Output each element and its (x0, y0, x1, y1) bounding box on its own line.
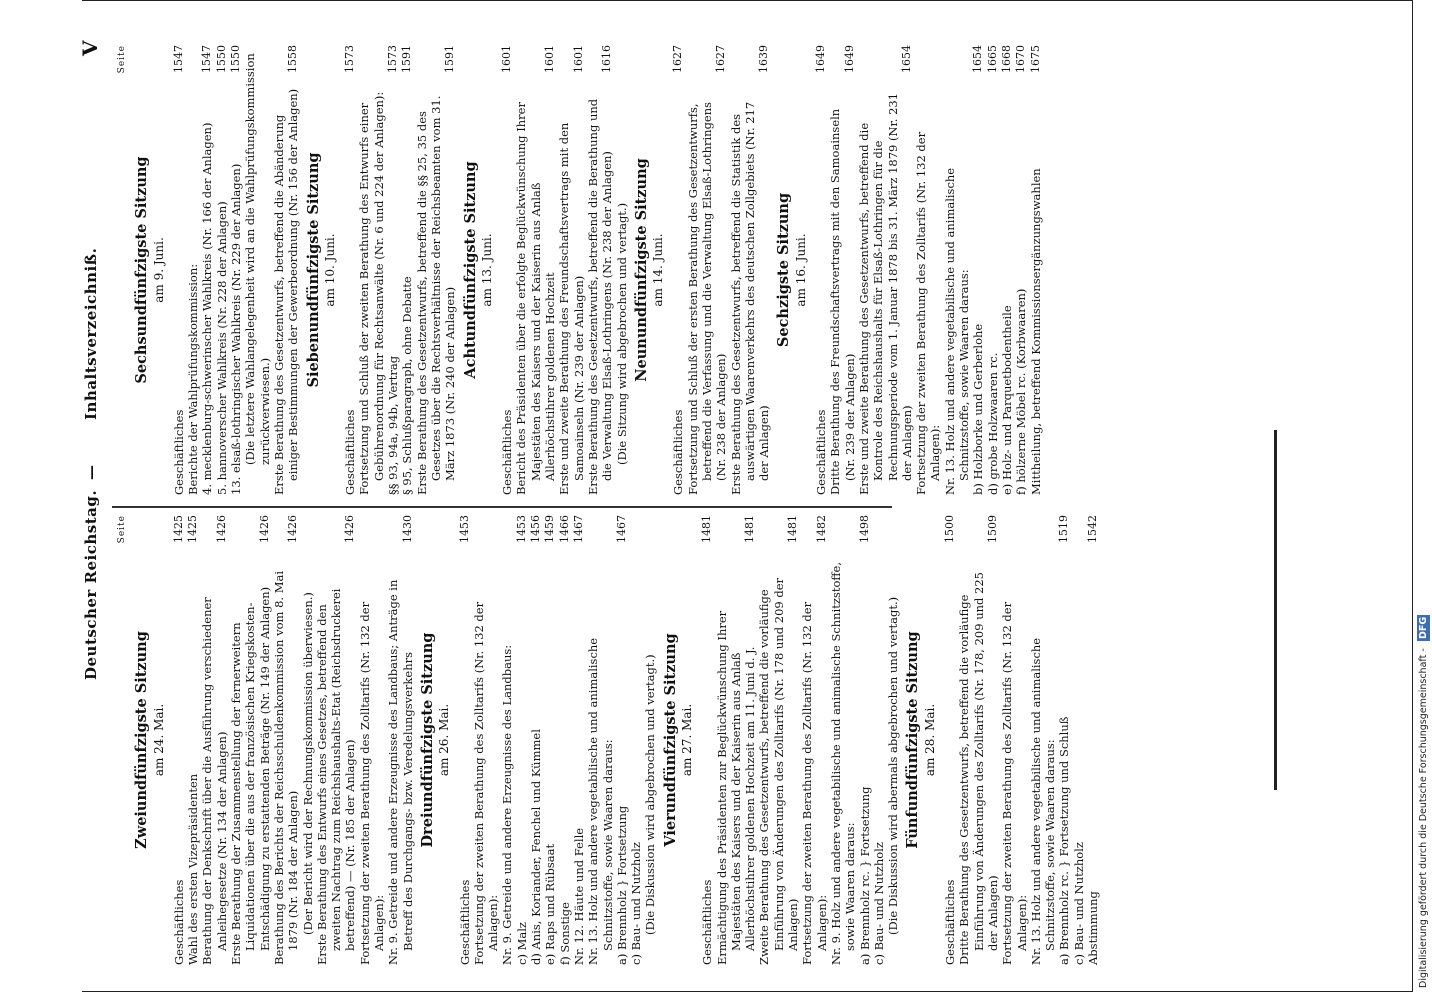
toc-entry-text: Geschäftliches (171, 409, 186, 495)
session-title: Dreiundfünfzigste Sitzung (418, 632, 436, 848)
toc-entry (215, 45, 229, 495)
toc-entry (686, 45, 729, 495)
toc-entry (558, 515, 572, 965)
toc-entry-page: 1601 (500, 45, 514, 73)
toc-entry-text: Fortsetzung der zweiten Berathung des Zolltarifs (Nr. 132 der Anlagen): (471, 601, 501, 965)
toc-entry-text: Erste Berathung des Entwurfs eines Gesetzes, betreffend den zweiten Nachtrag zum Reichshaushalts-Etat (Reichsdruckerei betreffend) — (Nr. 185 der Anlagen) (314, 588, 358, 965)
toc-entry (343, 45, 357, 495)
toc-entry-page: 1509 (985, 515, 999, 543)
session-date: am 9. Juni. (151, 237, 166, 303)
toc-entry (272, 515, 301, 965)
toc-entry (229, 45, 243, 495)
toc-entry-page: 1649 (814, 45, 828, 73)
toc-entry-text: d) Anis, Koriander, Fenchel und Kümmel (529, 729, 544, 965)
toc-entry-page: 1547 (171, 45, 185, 73)
toc-entry (1029, 515, 1058, 965)
session-title: Fünfundfünfzigste Sitzung (904, 631, 922, 849)
toc-entry (729, 45, 772, 495)
toc-entry-text: Fortsetzung und Schluß der zweiten Berathung des Entwurfs einer Gebührenordnung für Rechtsanwälte (Nr. 6 und 224 der Anlagen): (357, 91, 386, 495)
toc-entry-text: Mittheilung, betreffend Kommissionsergänzungswahlen (1028, 168, 1043, 495)
toc-entry (543, 515, 557, 965)
toc-entry (186, 45, 200, 495)
toc-entry-text: 13. elsaß-lothringischer Wahlkreis (Nr. 229 der Anlagen) (229, 163, 244, 495)
toc-entry-text: Erste und zweite Berathung des Freundschaftsvertrags mit den Samoainseln (Nr. 239 der Anlagen) (557, 122, 586, 495)
toc-entry (586, 45, 615, 495)
toc-entry-text: b) Holzborke und Gerberlohe (971, 323, 986, 495)
session-note: (Der Bericht wird der Rechnungskommission überwiesen.) (300, 592, 315, 935)
toc-entry-page: 1426 (257, 515, 271, 543)
toc-entry-text: f) Sonstige (557, 902, 572, 965)
toc-entry-text: Dritte Berathung des Freundschaftsvertrags mit den Samoainseln (Nr. 239 der Anlagen) (828, 108, 857, 495)
toc-entry-text: Fortsetzung der zweiten Berathung des Zolltarifs (Nr. 132 der Anlagen): (1000, 601, 1029, 965)
toc-entry-text: Erste Berathung des Gesetzentwurfs, betreffend die Statistik des auswärtigen Waarenverkehrs des deutschen Zollgebiets (Nr. 217 der Anlagen) (728, 101, 772, 495)
toc-entry-text: Geschäftliches (700, 879, 715, 965)
toc-entry-text: Berichte der Wahlprüfungskommission: (186, 263, 201, 495)
toc-entry-page: 1425 (186, 515, 200, 543)
toc-entry-text: Geschäftliches (343, 409, 358, 495)
toc-entry-page: 1627 (714, 45, 728, 73)
toc-entry-text: a) Brennholz rc. } Fortsetzung und Schluß (1057, 716, 1072, 965)
toc-entry (172, 515, 186, 965)
toc-entry-text: Berathung der Denkschrift über die Ausführung verschiedener Anleihegesetze (Nr. 134 der Anlagen) (200, 597, 229, 965)
toc-entry-page: 1668 (999, 45, 1013, 73)
toc-entry-text: e) Holz- und Parquetbodentheile (999, 305, 1014, 495)
session-date: am 16. Juni. (793, 233, 808, 307)
toc-entry (829, 515, 858, 965)
toc-entry-text: a) Brennholz rc. } Fortsetzung (857, 786, 872, 965)
toc-entry-text: Zweite Berathung des Gesetzentwurfs, betreffend die vorläufige Einführung von Änderungen des Zolltarifs (Nr. 178 und 209 der Anlagen) (757, 577, 801, 965)
toc-entry-text: Bericht des Präsidenten über die erfolgte Beglückwünschung Ihrer Majestäten des Kaisers und der Kaiserin aus Anlaß Allerhöchstihrer goldenen Hochzeit (514, 102, 558, 495)
toc-entry-page: 1573 (386, 45, 400, 73)
dfg-logo: DFG (1418, 617, 1429, 640)
toc-entry-page: 1573 (343, 45, 357, 73)
toc-entry-text: Nr. 12. Häute und Felle (571, 827, 586, 965)
toc-entry-text: c) Bau- und Nutzholz (629, 842, 644, 965)
toc-entry (943, 45, 972, 495)
toc-entry (229, 515, 272, 965)
toc-entry-text: Nr. 13. Holz und andere vegetabilische und animalische Schnitzstoffe, sowie Waaren daraus: (1028, 637, 1058, 965)
toc-entry-text: Berathung des Berichts der Reichsschuldenkommission vom 8. Mai 1879 (Nr. 184 der Anlagen) (271, 570, 301, 965)
session-note: (Die Sitzung wird abgebrochen und vertagt.) (614, 202, 629, 465)
toc-entry-page: 1430 (400, 515, 414, 543)
toc-entry (572, 515, 586, 965)
toc-entry (858, 515, 872, 965)
toc-entry (1072, 515, 1086, 965)
session-date: am 26. Mai. (437, 703, 452, 777)
toc-entry-text: § 95, Schlußparagraph, ohne Debatte (400, 276, 415, 495)
toc-entry-page: 1601 (571, 45, 585, 73)
column-divider (112, 506, 892, 508)
toc-entry-page: 1601 (543, 45, 557, 73)
toc-entry (386, 515, 415, 965)
session-title: Zweiundfünfzigste Sitzung (133, 631, 151, 849)
session-date: am 13. Juni. (479, 233, 494, 307)
toc-entry-text: Erste Berathung des Gesetzentwurfs, betreffend die §§ 25, 35 des Gesetzes über die Rechtsverhältnisse der Reichsbeamten vom 31. März 1873 (Nr. 240 der Anlagen) (414, 95, 458, 495)
toc-entry (814, 45, 828, 495)
toc-entry (358, 515, 387, 965)
toc-entry (800, 515, 829, 965)
toc-entry (386, 45, 400, 495)
session-date: am 27. Mai. (679, 703, 694, 777)
toc-entry-page: 1453 (514, 515, 528, 543)
toc-entry-page: 1481 (700, 515, 714, 543)
toc-entry-text: 5. hannoverscher Wahlkreis (Nr. 228 der Anlagen) (214, 201, 229, 495)
toc-entry-page: 1550 (214, 45, 228, 73)
toc-entry-page: 1498 (857, 515, 871, 543)
toc-entry-page: 1467 (571, 515, 585, 543)
toc-entry (957, 515, 1000, 965)
toc-entry-page: 1481 (786, 515, 800, 543)
toc-entry-page: 1639 (757, 45, 771, 73)
toc-entry-text: Geschäftliches (814, 409, 829, 495)
toc-entry (1086, 515, 1100, 965)
toc-entry-text: Fortsetzung der zweiten Berathung des Zolltarifs (Nr. 132 der Anlagen): (800, 601, 829, 965)
session-title: Neunundfünfzigste Sitzung (632, 158, 650, 382)
toc-entry-text: a) Brennholz } Fortsetzung (614, 805, 629, 965)
toc-entry (458, 515, 472, 965)
toc-entry-text: f) hölzerne Möbel rc. (Korbwaaren) (1014, 288, 1029, 495)
toc-entry (200, 515, 229, 965)
toc-entry (671, 45, 685, 495)
toc-entry-text: Geschäftliches (171, 879, 186, 965)
toc-entry (500, 45, 514, 495)
toc-entry-page: 1654 (899, 45, 913, 73)
toc-entry (1029, 45, 1043, 495)
toc-entry-page: 1542 (1086, 515, 1099, 543)
left-column (115, 515, 1100, 965)
toc-entry-text: Erste Berathung des Gesetzentwurfs, betreffend die Abänderung einiger Bestimmungen der Gewerbeordnung (Nr. 156 der Anlagen) (271, 88, 301, 495)
toc-entry-text: c) Malz (514, 922, 529, 965)
session-title: Vierundfünfzigste Sitzung (661, 633, 679, 847)
toc-entry (472, 515, 501, 965)
toc-entry-page: 1467 (614, 515, 628, 543)
toc-entry-text: §§ 93, 94a, 94b, Vertrag (386, 355, 401, 495)
toc-entry-text: Erste Berathung des Gesetzentwurfs, betreffend die Berathung und die Verwaltung Elsaß-Lothringens (Nr. 238 der Anlagen) (585, 98, 615, 495)
toc-entry (971, 45, 985, 495)
toc-entry (172, 45, 186, 495)
session-date: am 24. Mai. (151, 703, 166, 777)
toc-entry-text: Geschäftliches (457, 879, 472, 965)
toc-entry (514, 45, 557, 495)
session-note: (Die letztere Wahlangelegenheit wird an die Wahlprüfungskommission zurückverwiesen.) (243, 53, 272, 465)
toc-entry (186, 515, 200, 965)
toc-entry-page: 1519 (1057, 515, 1071, 543)
toc-entry-text: 4. mecklenburg-schwerinscher Wahlkreis (Nr. 166 der Anlagen) (200, 122, 215, 495)
toc-entry-text: Abstimmung (1086, 891, 1100, 965)
toc-entry-text: Geschäftliches (671, 409, 686, 495)
toc-entry-page: 1456 (529, 515, 543, 543)
session-note: (Die Diskussion wird abgebrochen und vertagt.) (643, 654, 658, 935)
toc-entry-text: Nr. 9. Getreide und andere Erzeugnisse des Landbaus; Anträge in Betreff des Durchgangs- bzw. Veredelungsverkehrs (386, 579, 415, 965)
toc-entry-text: c) Bau- und Nutzholz (871, 842, 886, 965)
toc-entry (700, 515, 714, 965)
toc-entry (400, 45, 414, 495)
toc-entry-text: Fortsetzung der zweiten Berathung des Zolltarifs (Nr. 132 der Anlagen): (357, 601, 387, 965)
toc-entry (1014, 45, 1028, 495)
toc-entry-text: Nr. 13. Holz und andere vegetabilische und animalische Schnitzstoffe, sowie Waaren daraus: (942, 167, 972, 495)
toc-entry-page: 1675 (1028, 45, 1042, 73)
toc-entry (943, 515, 957, 965)
toc-entry-page: 1426 (214, 515, 228, 543)
session-note: (Die Diskussion wird abermals abgebrochen und vertagt.) (886, 596, 901, 935)
toc-entry (629, 515, 643, 965)
toc-entry (557, 45, 586, 495)
running-head-dash: — (82, 464, 100, 480)
toc-entry-text: e) Raps und Rübsaat (543, 843, 558, 965)
toc-entry-text: Geschäftliches (500, 409, 515, 495)
toc-entry-page: 1670 (1014, 45, 1028, 73)
toc-entry-page: 1627 (671, 45, 685, 73)
seite-label: Seite (117, 515, 127, 544)
toc-entry-page: 1426 (286, 515, 300, 543)
toc-entry (500, 515, 514, 965)
toc-entry-page: 1649 (842, 45, 856, 73)
running-head-title: Deutscher Reichstag. (82, 489, 100, 680)
toc-entry-text: Erste Berathung der Zusammenstellung der fernerweitern Liquidationen über die aus der französischen Kriegskosten-Entschädigung zu erstattenden Beträge (Nr. 149 der Anlagen) (229, 586, 272, 965)
toc-entry-page: 1591 (400, 45, 414, 73)
toc-entry (415, 45, 458, 495)
toc-entry (828, 45, 857, 495)
toc-entry-page: 1453 (457, 515, 471, 543)
toc-entry-text: d) grobe Holzwaaren rc. (985, 352, 1000, 495)
toc-entry-text: Erste und zweite Berathung des Gesetzentwurfs, betreffend die Kontrole des Reichshaushalts für Elsaß-Lothringen für die Rechnungsperiode vom 1. Januar 1878 bis 31. März 1879 (Nr. 231 der Anlagen) (856, 92, 914, 495)
toc-entry (615, 515, 629, 965)
toc-entry-page: 1616 (600, 45, 614, 73)
toc-entry (715, 515, 758, 965)
toc-entry-text: Geschäftliches (943, 879, 958, 965)
toc-entry-text: c) Bau- und Nutzholz (1071, 842, 1086, 965)
toc-entry-page: 1459 (543, 515, 557, 543)
toc-entry (200, 45, 214, 495)
toc-entry (586, 515, 615, 965)
toc-entry-text: Nr. 13. Holz und andere vegetabilische und animalische Schnitzstoffe, sowie Waaren daraus: (586, 637, 615, 965)
toc-entry-page: 1466 (557, 515, 571, 543)
toc-entry-page: 1654 (971, 45, 985, 73)
toc-entry (272, 45, 301, 495)
toc-entry (315, 515, 358, 965)
session-date: am 14. Juni. (651, 233, 666, 307)
toc-entry (515, 515, 529, 965)
seite-label: Seite (117, 45, 127, 74)
toc-entry-page: 1665 (985, 45, 999, 73)
session-title: Siebenundfünfzigste Sitzung (304, 152, 322, 388)
toc-entry-text: Nr. 9. Holz und andere vegetabilische und animalische Schnitzstoffe, sowie Waaren daraus: (828, 561, 858, 965)
toc-entry (857, 45, 914, 495)
toc-entry (1000, 515, 1029, 965)
running-head (80, 40, 106, 940)
toc-entry (986, 45, 1000, 495)
toc-entry-page: 1591 (443, 45, 457, 73)
page-number: V (78, 40, 102, 57)
toc-entry-text: Fortsetzung und Schluß der ersten Berathung des Gesetzentwurfs, betreffend die Verfassung und die Verwaltung Elsaß-Lothringens (Nr. 238 der Anlagen) (685, 101, 729, 495)
toc-entry-page: 1547 (200, 45, 214, 73)
toc-entry (357, 45, 386, 495)
toc-entry-text: Ermächtigung des Präsidenten zur Beglückwünschung Ihrer Majestäten des Kaisers und der Kaiserin aus Anlaß Allerhöchstihrer goldenen Hochzeit am 11. Juni d. J. (714, 610, 758, 965)
toc-entry-page: 1425 (171, 515, 185, 543)
digitization-text: Digitalisierung gefördert durch die Deutsche Forschungsgemeinschaft - (1418, 645, 1429, 988)
toc-entry-text: Nr. 9. Getreide und andere Erzeugnisse des Landbaus: (500, 644, 515, 965)
session-title: Sechsundfünfzigste Sitzung (133, 156, 151, 384)
toc-entry-page: 1481 (743, 515, 757, 543)
session-title: Achtundfünfzigste Sitzung (461, 161, 479, 379)
toc-entry-text: Dritte Berathung des Gesetzentwurfs, betreffend die vorläufige Einführung von Änderungen des Zolltarifs (Nr. 178, 209 und 225 der Anlagen) (957, 572, 1000, 965)
toc-entry-text: Fortsetzung der zweiten Berathung des Zolltarifs (Nr. 132 der Anlagen): (914, 131, 943, 495)
toc-entry-page: 1550 (229, 45, 243, 73)
toc-entry-page: 1482 (814, 515, 828, 543)
toc-entry (914, 45, 943, 495)
session-title: Sechzigste Sitzung (775, 192, 793, 348)
digitization-note (1417, 8, 1430, 988)
right-column (115, 45, 1043, 495)
toc-entry (1000, 45, 1014, 495)
toc-entry (872, 515, 886, 965)
toc-entry-page: 1426 (343, 515, 357, 543)
toc-entry (1057, 515, 1071, 965)
toc-entry-page: 1558 (286, 45, 300, 73)
toc-entry-page: 1500 (943, 515, 957, 543)
running-head-section: Inhaltsverzeichniß. (82, 247, 100, 420)
session-date: am 10. Juni. (322, 233, 337, 307)
toc-entry (757, 515, 800, 965)
toc-entry (529, 515, 543, 965)
toc-entry-text: Wahl des ersten Vizepräsidenten (186, 773, 201, 965)
session-date: am 28. Mai. (922, 703, 937, 777)
